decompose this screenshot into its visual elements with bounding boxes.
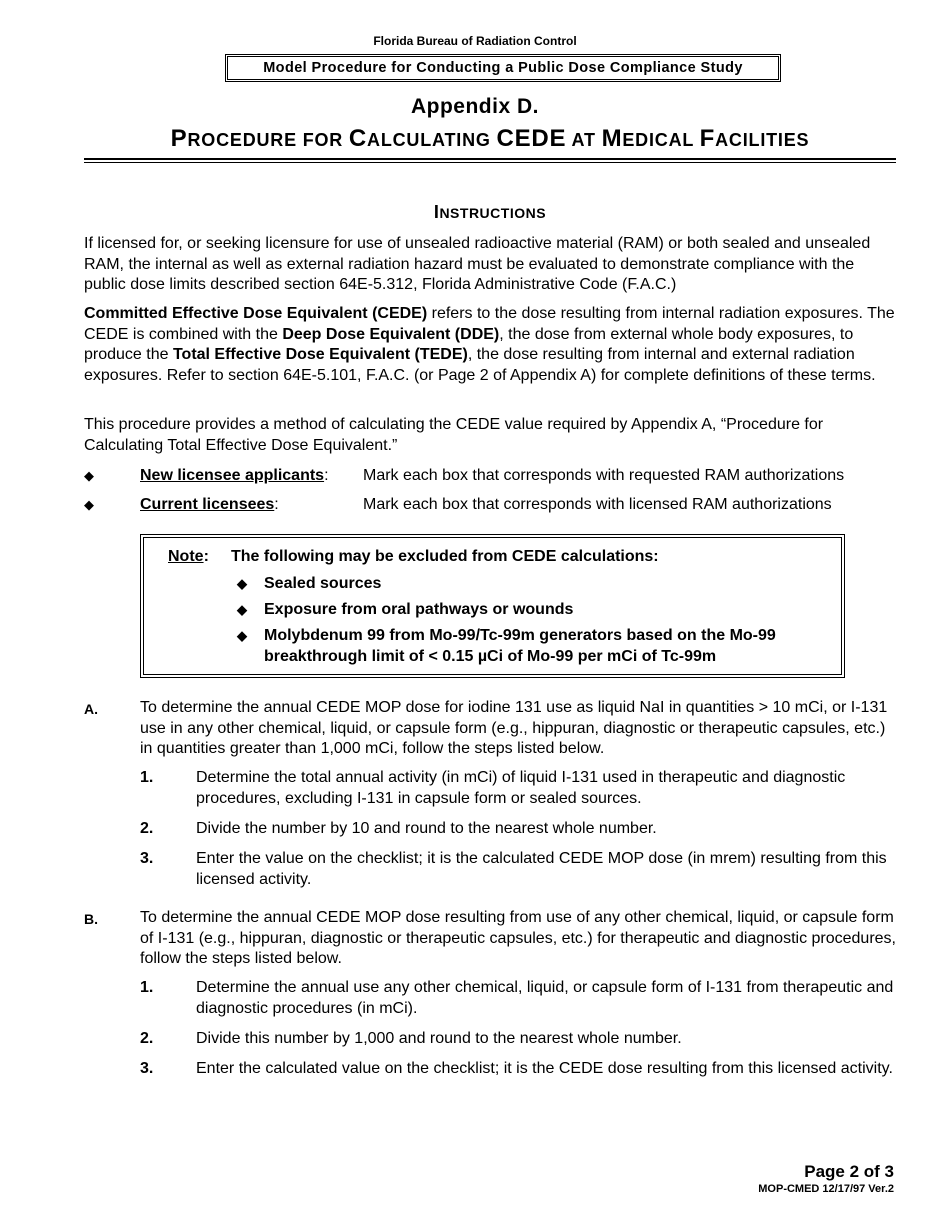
document-id: MOP-CMED 12/17/97 Ver.2 (758, 1183, 894, 1195)
diamond-bullet-icon: ◆ (237, 602, 247, 617)
note-heading: Note: The following may be excluded from CEDE calculations: (168, 548, 659, 565)
procedure-paragraph: This procedure provides a method of calculating the CEDE value required by Appendix A, “Procedure for Calculating Total Effective Dose Equivalent.” (84, 416, 824, 454)
study-title-box: Model Procedure for Conducting a Public Dose Compliance Study (225, 54, 781, 82)
diamond-bullet-icon: ◆ (84, 468, 94, 483)
title-rule-thin (84, 162, 896, 163)
diamond-bullet-icon: ◆ (84, 497, 94, 512)
title-rule-thick (84, 158, 896, 160)
page-number: Page 2 of 3 (804, 1162, 894, 1181)
diamond-bullet-icon: ◆ (237, 576, 247, 591)
page-title: PROCEDURE FOR CALCULATING CEDE AT MEDICAL FACILITIES (170, 125, 810, 152)
appendix-label: Appendix D. (410, 95, 539, 118)
agency-name: Florida Bureau of Radiation Control (373, 34, 577, 48)
note-box: Note: The following may be excluded from CEDE calculations: ◆ Sealed sources ◆ Exposure from oral pathways or wounds ◆ Molybdenum 99 from Mo-99/Tc-99m generators based on the Mo-99 breakthrough limit of < 0.15 µCi of Mo-99 per mCi of Tc-99m (140, 534, 845, 678)
diamond-bullet-icon: ◆ (237, 628, 247, 643)
definitions-paragraph: Committed Effective Dose Equivalent (CEDE) refers to the dose resulting from internal radiation exposures. The CEDE is combined with the Deep Dose Equivalent (DDE), the dose from external whole body exposures, to produce the Total Effective Dose Equivalent (TEDE), the dose resulting from internal and external radiation exposures. Refer to section 64E-5.101, F.A.C. (or Page 2 of Appendix A) for complete definitions of these terms. (84, 305, 895, 384)
intro-paragraph: If licensed for, or seeking licensure for use of unsealed radioactive material (RAM) or both sealed and unsealed RAM, the internal as well as external radiation hazard must be evaluated to demonstrate compliance with the public dose limits described section 64E-5.312, Florida Administrative Code (F.A.C.) (84, 235, 871, 293)
document-page: Florida Bureau of Radiation Control Model Procedure for Conducting a Public Dose Compliance Study Appendix D. PROCEDURE FOR CALCULATING CEDE AT MEDICAL FACILITIES INSTRUCTIONS If licensed for, or seeking licensure for use of unsealed radioactive material (RAM) or both sealed and unsealed RAM, the internal as well as external radiation hazard must be evaluated to demonstrate compliance with the public dose limits described section 64E-5.312, Florida Administrative Code (F.A.C.) Committed Effective Dose Equivalent (CEDE) refers to the dose resulting from internal radiation exposures. The CEDE is combined with the Deep Dose Equivalent (DDE), the dose from external whole body exposures, to produce the Total Effective Dose Equivalent (TEDE), the dose resulting from internal and external radiation exposures. Refer to section 64E-5.101, F.A.C. (or Page 2 of Appendix A) for complete definitions of these terms. This procedure provides a method of calculating the CEDE value required by Appendix A, “Procedure for Calculating Total Effective Dose Equivalent.” ◆ New licensee applicants: Mark each box that corresponds with requested RAM authorizations ◆ Current licensees: Mark each box that corresponds with licensed RAM authorizations Note: The following may be excluded from CEDE calculations: ◆ Sealed sources ◆ Exposure from oral pathways or wounds ◆ Molybdenum 99 from Mo-99/Tc-99m generators based on the Mo-99 breakthrough limit of < 0.15 µCi of Mo-99 per mCi of Tc-99m A. To determine the annual CEDE MOP dose for iodine 131 use as liquid NaI in quantities > 10 mCi, or I-131 use in any other chemical, liquid, or capsule form (e.g., hippuran, diagnostic or therapeutic capsules, etc.) in quantities greater than 1,000 mCi, follow the steps listed below. 1. Determine the total annual activity (in mCi) of liquid I-131 used in therapeutic and diagnostic procedures, excluding I-131 in capsule form or sealed sources. 2. Divide the number by 10 and round to the nearest whole number. 3. Enter the value on the checklist; it is the calculated CEDE MOP dose (in mrem) resulting from this licensed activity. B. To determine the annual CEDE MOP dose resulting from use of any other chemical, liquid, or capsule form of I-131 (e.g., hippuran, diagnostic or therapeutic capsules, etc.) for therapeutic and diagnostic procedures, follow the steps listed below. 1. Determine the annual use any other chemical, liquid, or capsule form of I-131 from therapeutic and diagnostic procedures (in mCi). 2. Divide this number by 1,000 and round to the nearest whole number. 3. Enter the calculated value on the checklist; it is the CEDE dose resulting from this licensed activity. Page 2 of 3 MOP-CMED 12/17/97 Ver.2 (0, 0, 950, 1230)
instructions-heading: INSTRUCTIONS (433, 202, 547, 222)
